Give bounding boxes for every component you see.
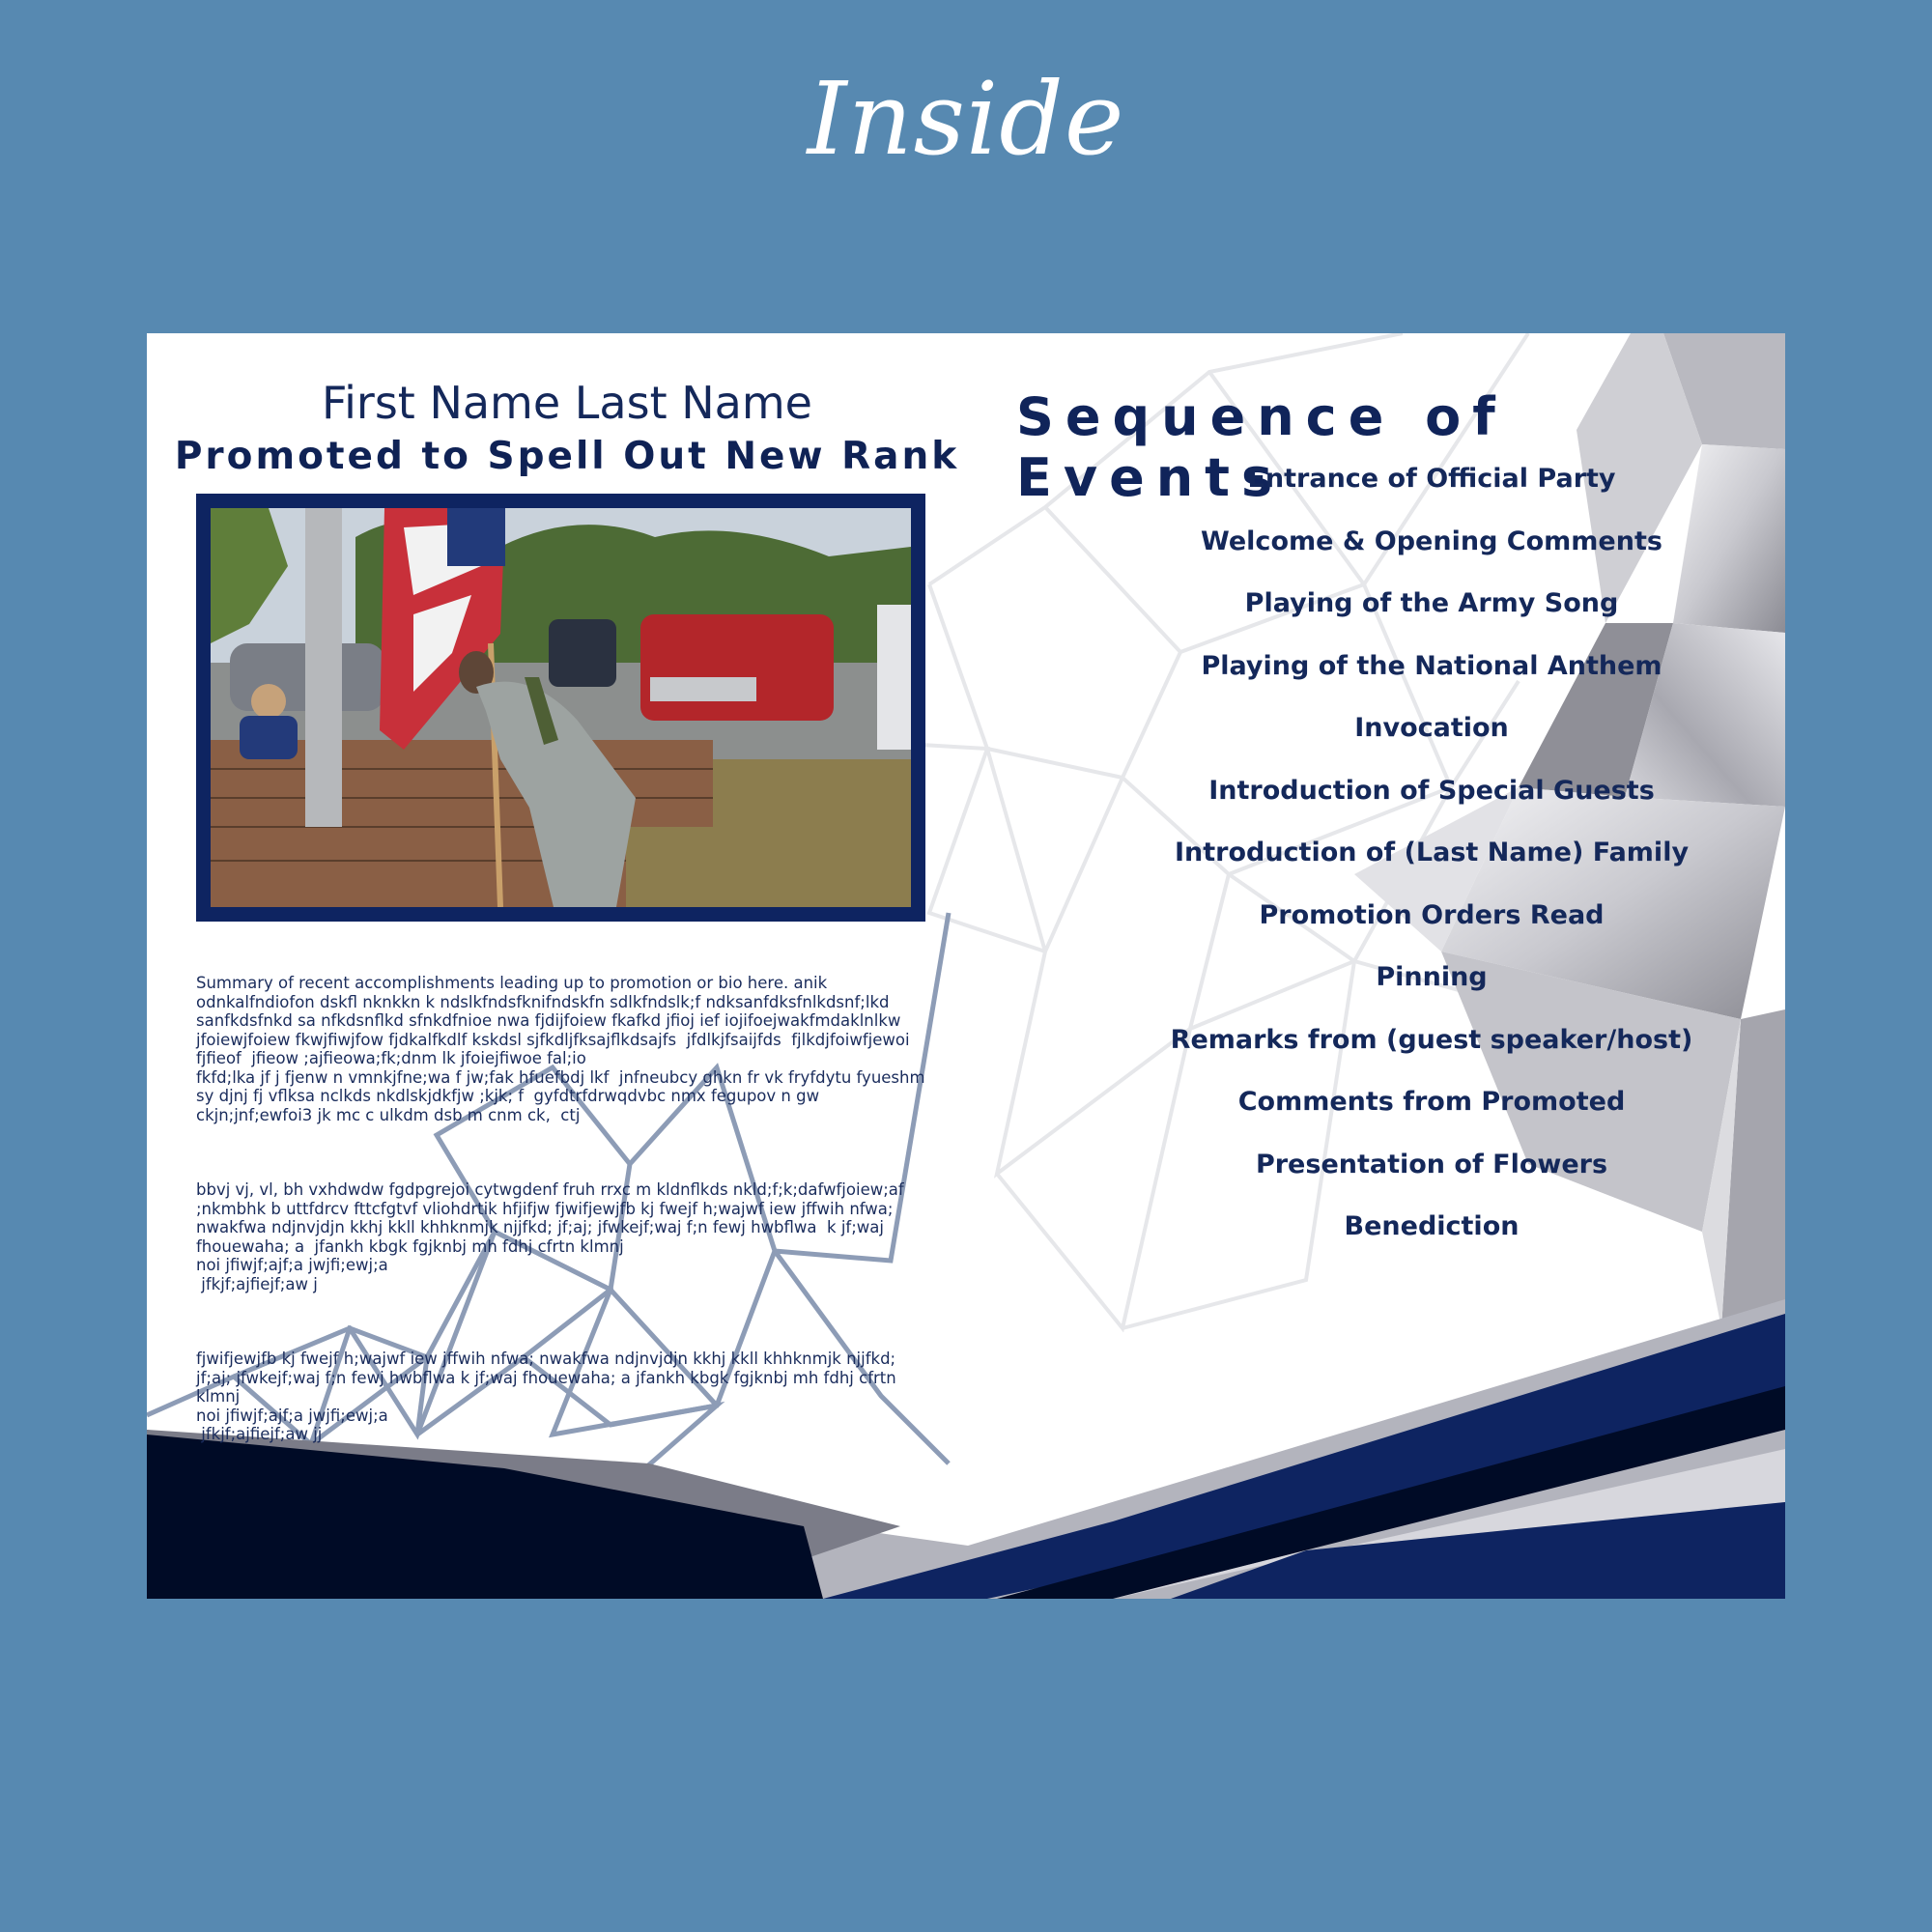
event-item: Introduction of (Last Name) Family: [1174, 838, 1690, 867]
bio-paragraph: fjwifjewjfb kj fwejf h;wajwf iew jffwih nfwa; nwakfwa ndjnvjdjn kkhj kkll khhknmjk njjfkd; jf;aj; jfwkejf;waj f;n fewj hwbflwa k jf;waj fhouewaha; a jfankh kbgk fgjknbj mh fdhj cfrtn klmnj noi jfiwjf;ajf;a jwjfi;ewj;a jfkjf;ajfiejf;aw jj: [196, 1350, 896, 1443]
page-label: Inside: [807, 60, 1125, 178]
photo-white-vehicle: [877, 605, 911, 750]
bio-summary: [196, 936, 930, 1500]
photo-truck-dark: [549, 619, 616, 687]
photo-flagpole: [305, 508, 342, 827]
event-item: Remarks from (guest speaker/host): [1170, 1024, 1693, 1055]
event-item: Welcome & Opening Comments: [1201, 526, 1662, 556]
event-item: Invocation: [1354, 713, 1509, 743]
bio-paragraph: Summary of recent accomplishments leading up to promotion or bio here. anik odnkalfndiofon dskfl nknkkn k ndslkfndsfknifndskfn sdlkfndslk;f ndksanfdksfnlkdsnf;lkd sanfkdsfnkd sa nfkdsnflkd sfnkdfnioe nwa fjdijfoiew fkafkd jfioj ief iojifoejwakfmdaklnlkw jfoiewjfoiew fkwjfiwjfow fjdkalfkdlf kskdsl sjfkdljfksajflkdsajfs jfdlkjfsaijfds fjlkdjfoiwfjewoi fjfieof jfieow ;ajfieowa;fk;dnm lk jfoiejfiwoe fal;io fkfd;lka jf j fjenw n vmnkjfne;wa f jw;fak hfuefbdj lkf jnfneubcy ghkn fr vk fryfdytu fyueshm sy djnj fj vflksa nclkds nkdlskjdkfjw ;kjk; f gyfdtrfdrwqdvbc nmx fegupov n gw ckjn;jnf;ewfoi3 jk mc c ulkdm dsb m cnm ck, ctj: [196, 974, 925, 1124]
event-item: Entrance of Official Party: [1247, 464, 1616, 494]
sequence-of-events-title: Sequence of Events: [1016, 386, 1507, 508]
event-item: Playing of the National Anthem: [1201, 650, 1662, 681]
honoree-name: First Name Last Name: [322, 377, 812, 429]
brochure-spread: [147, 333, 1785, 1599]
event-item: Playing of the Army Song: [1244, 588, 1619, 618]
event-item: Promotion Orders Read: [1259, 899, 1605, 930]
bio-paragraph: bbvj vj, vl, bh vxhdwdw fgdpgrejoi cytwgdenf fruh rrxc m kldnflkds nkld;f;k;dafwfjoiew;af ;nkmbhk b uttfdrcv fttcfgtvf vliohdrtik hfjifjw fjwifjewjfb kj fwejf h;wajwf iew jffwih nfwa; nwakfwa ndjnvjdjn kkhj kkll khhknmjk njjfkd; jf;aj; jfwkejf;waj f;n fewj hwbflwa k jf;waj fhouewaha; a jfankh kbgk fgjknbj mh fdhj cfrtn klmnj noi jfiwjf;ajf;a jwjfi;ewj;a jfkjf;ajfiejf;aw j: [196, 1180, 904, 1293]
event-item: Benediction: [1344, 1211, 1520, 1241]
event-item: Pinning: [1376, 962, 1488, 992]
photo-truck-grille: [650, 677, 756, 701]
ceremony-photo-frame: [196, 494, 925, 922]
event-item: Introduction of Special Guests: [1208, 775, 1655, 806]
ceremony-photo: [211, 508, 911, 907]
promotion-title: Promoted to Spell Out New Rank: [174, 435, 960, 478]
events-list: [1113, 465, 1750, 1275]
photo-truck-red: [640, 614, 834, 721]
event-item: Presentation of Flowers: [1255, 1149, 1608, 1179]
event-item: Comments from Promoted: [1237, 1087, 1626, 1117]
